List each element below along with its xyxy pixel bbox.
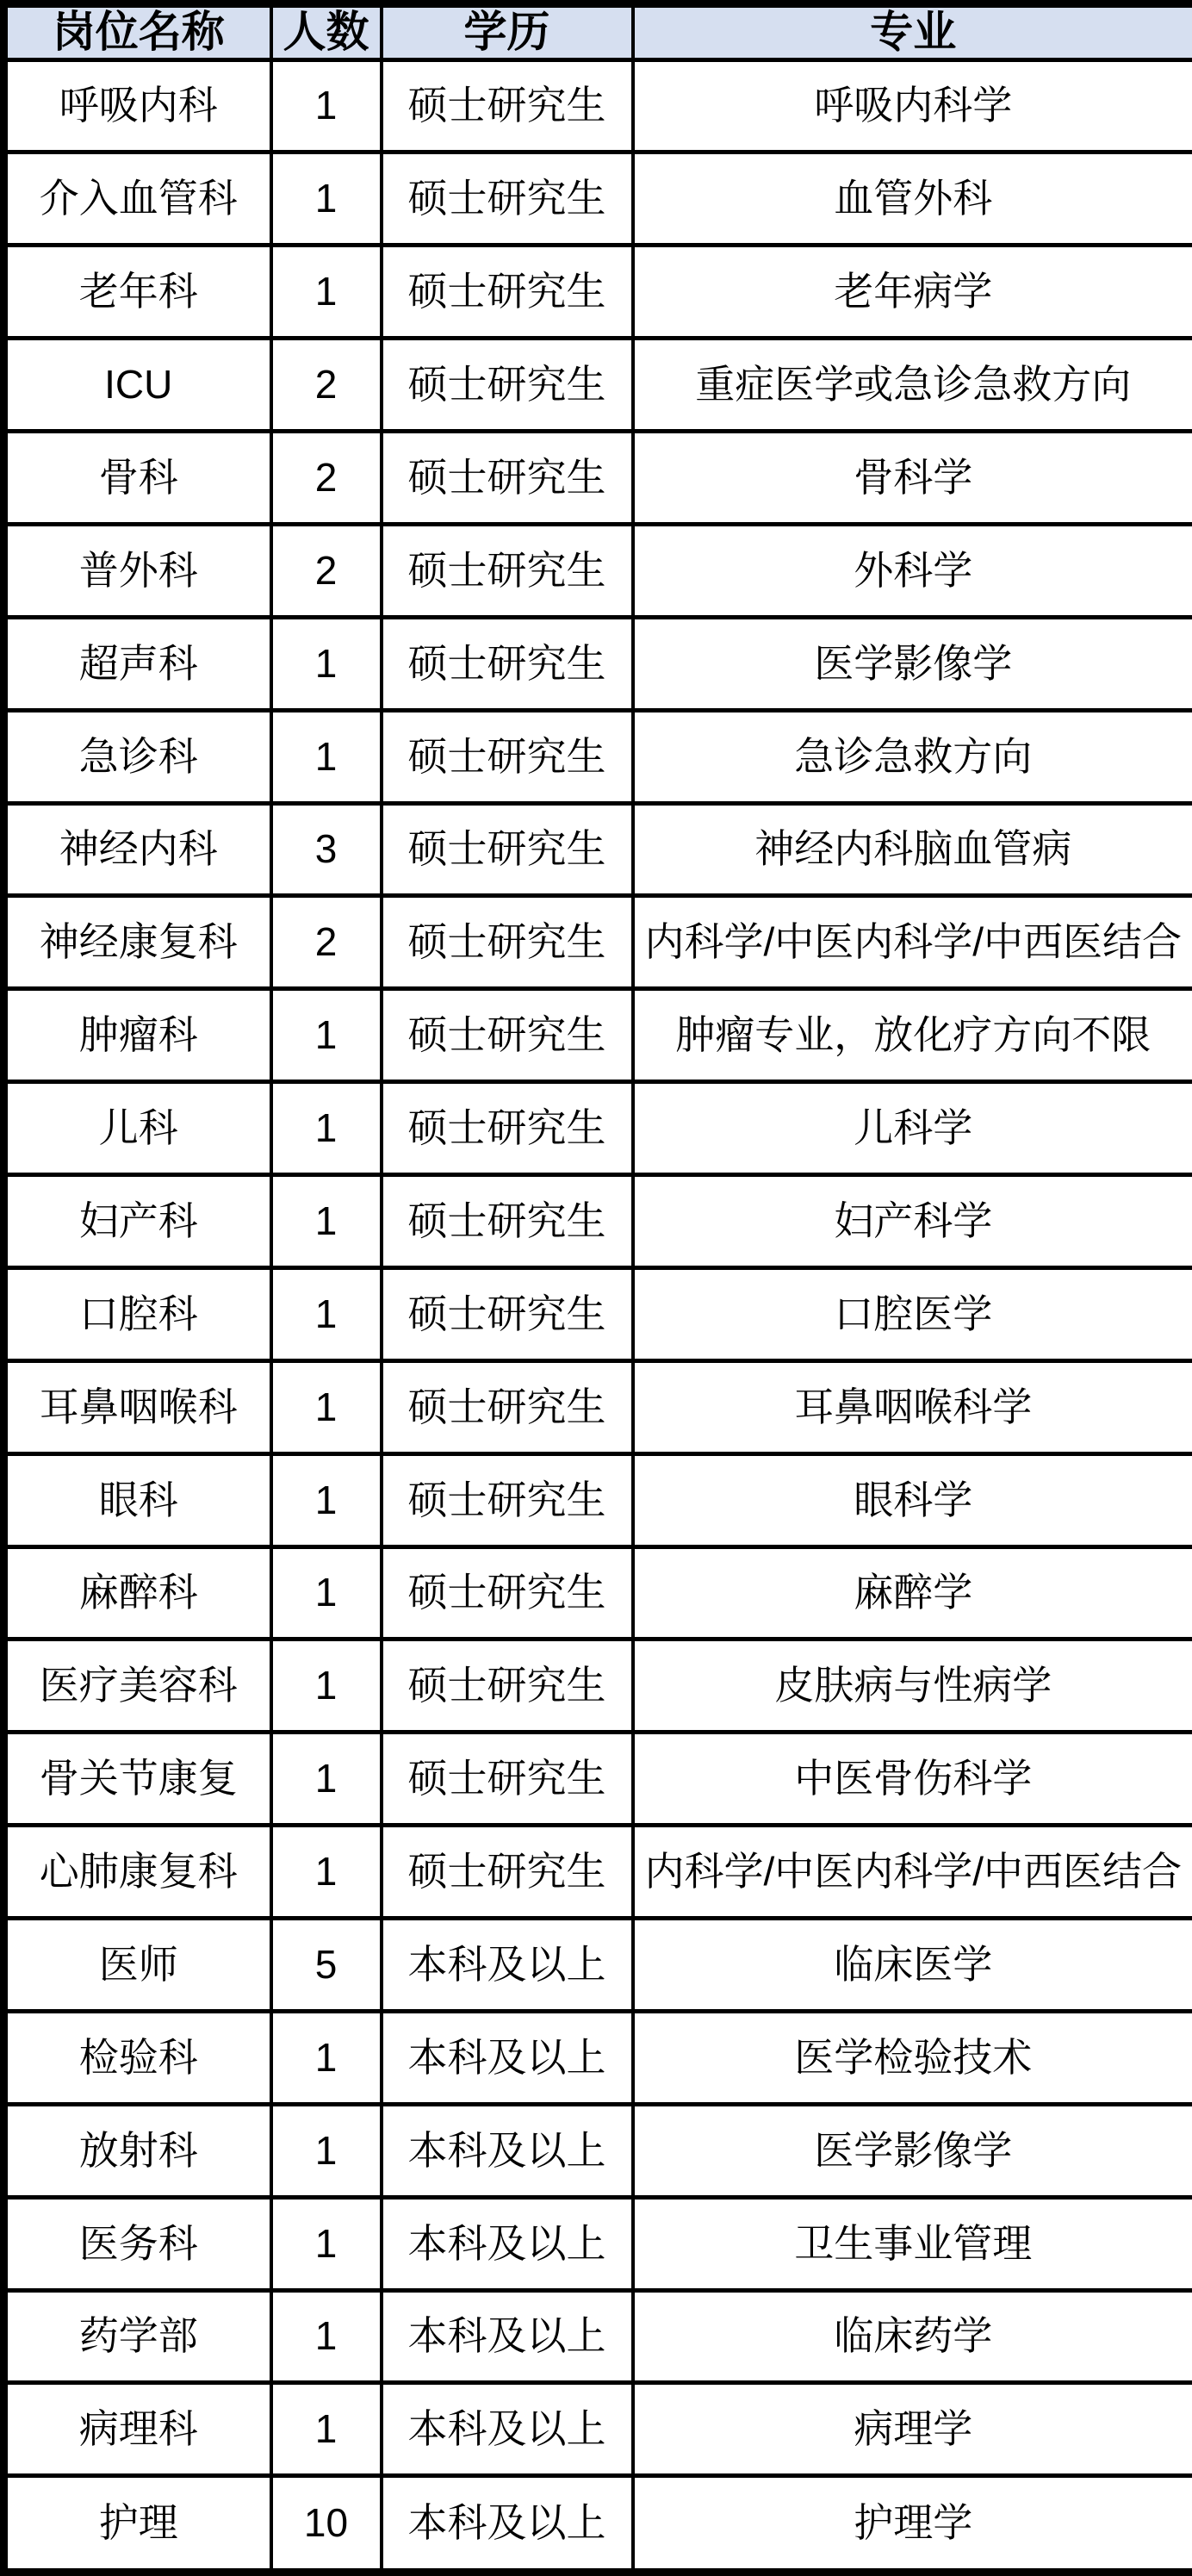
table-row	[4, 617, 1192, 710]
cell-major: 血管外科	[633, 152, 1192, 246]
cell-count: 1	[271, 989, 382, 1082]
table-row	[4, 339, 1192, 432]
table-row	[4, 803, 1192, 896]
table-row	[4, 1175, 1192, 1268]
cell-major: 皮肤病与性病学	[633, 1640, 1192, 1733]
cell-major: 老年病学	[633, 246, 1192, 339]
table-row	[4, 1826, 1192, 1919]
cell-education: 硕士研究生	[382, 1640, 633, 1733]
cell-position: 超声科	[4, 617, 271, 710]
table-row	[4, 524, 1192, 617]
cell-position: 呼吸内科	[4, 59, 271, 152]
cell-position: 检验科	[4, 2011, 271, 2104]
cell-count: 1	[271, 617, 382, 710]
cell-education: 本科及以上	[382, 2011, 633, 2104]
cell-education: 硕士研究生	[382, 617, 633, 710]
cell-position: 儿科	[4, 1082, 271, 1175]
cell-education: 本科及以上	[382, 1919, 633, 2012]
cell-position: ICU	[4, 339, 271, 432]
cell-education: 硕士研究生	[382, 1267, 633, 1360]
cell-position: 妇产科	[4, 1175, 271, 1268]
cell-position: 心肺康复科	[4, 1826, 271, 1919]
cell-major: 医学检验技术	[633, 2011, 1192, 2104]
cell-major: 临床药学	[633, 2290, 1192, 2383]
cell-education: 硕士研究生	[382, 989, 633, 1082]
cell-education: 硕士研究生	[382, 1360, 633, 1453]
cell-education: 硕士研究生	[382, 1826, 633, 1919]
table-row	[4, 1733, 1192, 1826]
table-row	[4, 989, 1192, 1082]
cell-position: 医疗美容科	[4, 1640, 271, 1733]
cell-count: 2	[271, 432, 382, 525]
cell-position: 口腔科	[4, 1267, 271, 1360]
cell-position: 病理科	[4, 2383, 271, 2476]
cell-major: 口腔医学	[633, 1267, 1192, 1360]
cell-major: 医学影像学	[633, 2104, 1192, 2197]
cell-position: 肿瘤科	[4, 989, 271, 1082]
cell-education: 硕士研究生	[382, 896, 633, 989]
cell-position: 老年科	[4, 246, 271, 339]
cell-major: 呼吸内科学	[633, 59, 1192, 152]
cell-major: 外科学	[633, 524, 1192, 617]
cell-major: 妇产科学	[633, 1175, 1192, 1268]
table-row	[4, 432, 1192, 525]
cell-major: 耳鼻咽喉科学	[633, 1360, 1192, 1453]
cell-position: 骨科	[4, 432, 271, 525]
cell-major: 眼科学	[633, 1453, 1192, 1546]
cell-count: 1	[271, 1267, 382, 1360]
cell-count: 2	[271, 896, 382, 989]
cell-position: 放射科	[4, 2104, 271, 2197]
table-row	[4, 152, 1192, 246]
cell-major: 急诊急救方向	[633, 710, 1192, 803]
table-row	[4, 1267, 1192, 1360]
cell-major: 护理学	[633, 2476, 1192, 2573]
cell-position: 眼科	[4, 1453, 271, 1546]
table-row	[4, 2290, 1192, 2383]
table-row	[4, 59, 1192, 152]
cell-education: 本科及以上	[382, 2197, 633, 2290]
header-row	[4, 4, 1192, 60]
cell-count: 1	[271, 1175, 382, 1268]
table-row	[4, 2197, 1192, 2290]
cell-position: 医师	[4, 1919, 271, 2012]
cell-position: 神经康复科	[4, 896, 271, 989]
table-row	[4, 2011, 1192, 2104]
header-cell-education: 学历	[382, 4, 633, 60]
cell-count: 1	[271, 1453, 382, 1546]
cell-position: 耳鼻咽喉科	[4, 1360, 271, 1453]
cell-count: 1	[271, 1826, 382, 1919]
cell-education: 硕士研究生	[382, 432, 633, 525]
header-cell-major: 专业	[633, 4, 1192, 60]
cell-education: 硕士研究生	[382, 1082, 633, 1175]
cell-position: 麻醉科	[4, 1546, 271, 1640]
table-row	[4, 896, 1192, 989]
cell-major: 内科学/中医内科学/中西医结合	[633, 1826, 1192, 1919]
cell-education: 本科及以上	[382, 2290, 633, 2383]
cell-position: 急诊科	[4, 710, 271, 803]
table-row	[4, 1453, 1192, 1546]
cell-position: 护理	[4, 2476, 271, 2573]
table-header	[4, 4, 1192, 60]
cell-major: 骨科学	[633, 432, 1192, 525]
cell-education: 硕士研究生	[382, 246, 633, 339]
cell-position: 普外科	[4, 524, 271, 617]
cell-count: 3	[271, 803, 382, 896]
table-body	[4, 59, 1192, 2573]
cell-count: 1	[271, 2104, 382, 2197]
cell-position: 药学部	[4, 2290, 271, 2383]
cell-count: 1	[271, 1640, 382, 1733]
cell-major: 卫生事业管理	[633, 2197, 1192, 2290]
table-row	[4, 710, 1192, 803]
cell-education: 硕士研究生	[382, 710, 633, 803]
cell-education: 本科及以上	[382, 2104, 633, 2197]
table-row	[4, 2383, 1192, 2476]
table-row	[4, 246, 1192, 339]
cell-major: 中医骨伤科学	[633, 1733, 1192, 1826]
cell-count: 1	[271, 152, 382, 246]
cell-position: 介入血管科	[4, 152, 271, 246]
cell-education: 硕士研究生	[382, 59, 633, 152]
cell-count: 10	[271, 2476, 382, 2573]
table-row	[4, 1082, 1192, 1175]
cell-major: 病理学	[633, 2383, 1192, 2476]
cell-major: 临床医学	[633, 1919, 1192, 2012]
cell-count: 1	[271, 2011, 382, 2104]
cell-count: 1	[271, 2290, 382, 2383]
cell-position: 神经内科	[4, 803, 271, 896]
table-row	[4, 1546, 1192, 1640]
cell-count: 2	[271, 339, 382, 432]
cell-count: 5	[271, 1919, 382, 2012]
cell-education: 硕士研究生	[382, 339, 633, 432]
cell-education: 硕士研究生	[382, 1546, 633, 1640]
cell-count: 2	[271, 524, 382, 617]
cell-major: 肿瘤专业，放化疗方向不限	[633, 989, 1192, 1082]
cell-education: 硕士研究生	[382, 524, 633, 617]
cell-count: 1	[271, 710, 382, 803]
cell-major: 重症医学或急诊急救方向	[633, 339, 1192, 432]
cell-major: 医学影像学	[633, 617, 1192, 710]
cell-major: 内科学/中医内科学/中西医结合	[633, 896, 1192, 989]
header-cell-position: 岗位名称	[4, 4, 271, 60]
cell-count: 1	[271, 1082, 382, 1175]
table-row	[4, 1919, 1192, 2012]
table-row	[4, 1360, 1192, 1453]
cell-education: 硕士研究生	[382, 1453, 633, 1546]
cell-education: 硕士研究生	[382, 1733, 633, 1826]
table-row	[4, 1640, 1192, 1733]
cell-education: 硕士研究生	[382, 1175, 633, 1268]
cell-count: 1	[271, 2197, 382, 2290]
cell-position: 骨关节康复	[4, 1733, 271, 1826]
cell-education: 硕士研究生	[382, 152, 633, 246]
cell-count: 1	[271, 2383, 382, 2476]
header-cell-count: 人数	[271, 4, 382, 60]
cell-count: 1	[271, 59, 382, 152]
cell-count: 1	[271, 1546, 382, 1640]
cell-major: 神经内科脑血管病	[633, 803, 1192, 896]
cell-count: 1	[271, 1360, 382, 1453]
cell-major: 儿科学	[633, 1082, 1192, 1175]
cell-education: 硕士研究生	[382, 803, 633, 896]
table-row	[4, 2104, 1192, 2197]
cell-count: 1	[271, 246, 382, 339]
cell-count: 1	[271, 1733, 382, 1826]
cell-education: 本科及以上	[382, 2476, 633, 2573]
cell-major: 麻醉学	[633, 1546, 1192, 1640]
cell-education: 本科及以上	[382, 2383, 633, 2476]
table-row	[4, 2476, 1192, 2573]
cell-position: 医务科	[4, 2197, 271, 2290]
